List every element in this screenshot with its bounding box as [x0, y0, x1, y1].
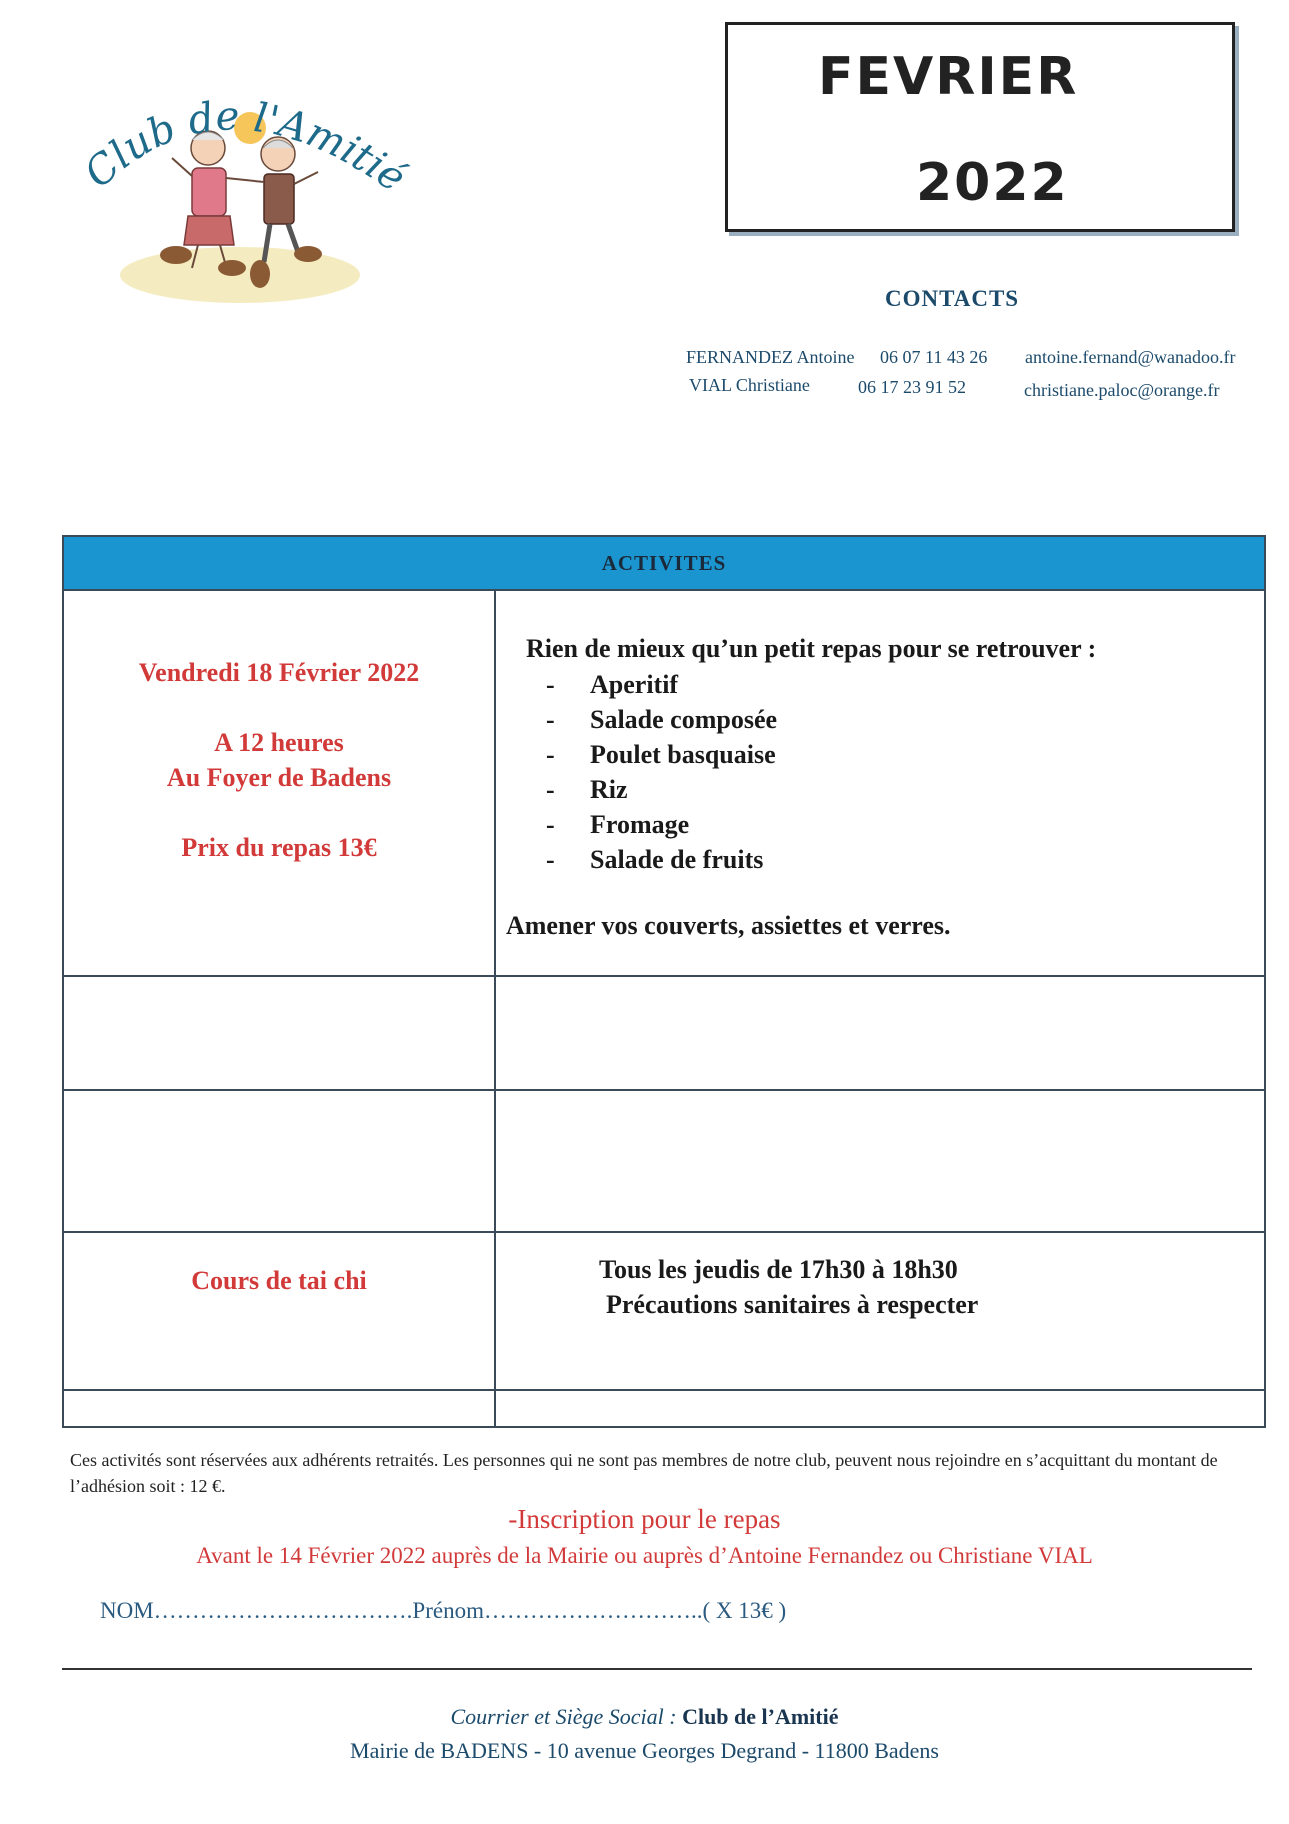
footer-divider	[62, 1668, 1252, 1670]
contact-name: FERNANDEZ Antoine	[686, 347, 855, 367]
footer-label: Courrier et Siège Social :	[450, 1704, 677, 1729]
registration-form-line: NOM…………………………….Prénom………………………..( X 13€ )	[100, 1598, 787, 1623]
inscription-title: -Inscription pour le repas	[508, 1504, 781, 1534]
menu-item: - Salade de fruits	[546, 845, 764, 874]
activities-header: ACTIVITES	[64, 537, 1264, 591]
menu-item: - Aperitif	[546, 670, 679, 699]
row-divider	[64, 1089, 1264, 1091]
membership-note: Ces activités sont réservées aux adhérents retraités. Les personnes qui ne sont pas membres de notre club, peuvent nous rejoindre en s’acquittant du montant de l’adhésion soit : 12 €.	[70, 1450, 1218, 1496]
footer-siege	[0, 1704, 1289, 1730]
menu-item: - Salade composée	[546, 705, 778, 734]
menu-item: - Riz	[546, 775, 628, 804]
event-date: Vendredi 18 Février 2022	[138, 658, 420, 687]
menu-item: - Poulet basquaise	[546, 740, 776, 769]
activities-table	[62, 535, 1266, 1428]
row-divider	[64, 1389, 1264, 1391]
event-place: Au Foyer de Badens	[166, 763, 392, 792]
contact-name: VIAL Christiane	[689, 375, 810, 395]
menu-list	[546, 667, 777, 877]
logo-title: Club de l'Amitié	[80, 93, 414, 202]
menu-intro: Rien de mieux qu’un petit repas pour se retrouver :	[526, 634, 1097, 663]
contact-email: christiane.paloc@orange.fr	[1024, 380, 1220, 400]
menu-item: - Fromage	[546, 810, 690, 839]
contact-phone: 06 17 23 91 52	[858, 377, 966, 397]
footer-address: Mairie de BADENS - 10 avenue Georges Degrand - 11800 Badens	[350, 1738, 939, 1763]
column-divider	[494, 589, 496, 1426]
contact-email: antoine.fernand@wanadoo.fr	[1025, 347, 1236, 367]
footer-club-name: Club de l’Amitié	[682, 1704, 839, 1729]
contact-phone: 06 07 11 43 26	[880, 347, 988, 367]
inscription-deadline: Avant le 14 Février 2022 auprès de la Mairie ou auprès d’Antoine Fernandez ou Christiane VIAL	[196, 1543, 1093, 1568]
club-logo	[80, 40, 440, 310]
month-year: 2022	[916, 153, 1069, 213]
taichi-note: Précautions sanitaires à respecter	[606, 1290, 979, 1319]
event-time: A 12 heures	[214, 728, 344, 757]
contacts-title: CONTACTS	[885, 286, 1020, 311]
taichi-title: Cours de tai chi	[191, 1266, 367, 1295]
menu-bring-note: Amener vos couverts, assiettes et verres.	[506, 911, 951, 940]
row-divider	[64, 1231, 1264, 1233]
row-divider	[64, 975, 1264, 977]
month-box	[725, 22, 1235, 232]
taichi-schedule: Tous les jeudis de 17h30 à 18h30	[599, 1255, 958, 1284]
month-name: FEVRIER	[818, 47, 1079, 107]
event-price: Prix du repas 13€	[181, 833, 377, 862]
